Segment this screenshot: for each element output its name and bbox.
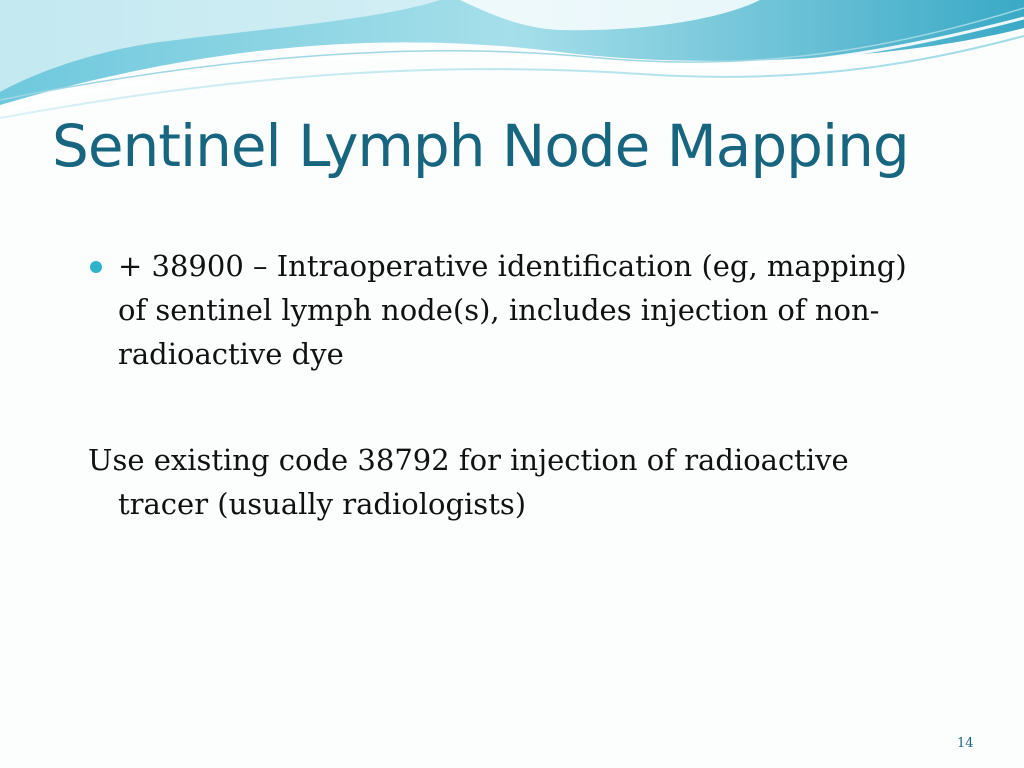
bullet-text: + 38900 – Intraoperative identification (eg, mapping) of sentinel lymph node(s), includes injection of non-radioactive dye: [118, 249, 907, 371]
page-number: 14: [957, 736, 974, 751]
bullet-item: [88, 244, 908, 376]
slide-title: Sentinel Lymph Node Mapping: [52, 112, 909, 180]
slide-body: [88, 244, 908, 526]
bullet-dot-icon: [90, 261, 102, 273]
body-paragraph: Use existing code 38792 for injection of radioactive tracer (usually radiologists): [88, 443, 849, 521]
